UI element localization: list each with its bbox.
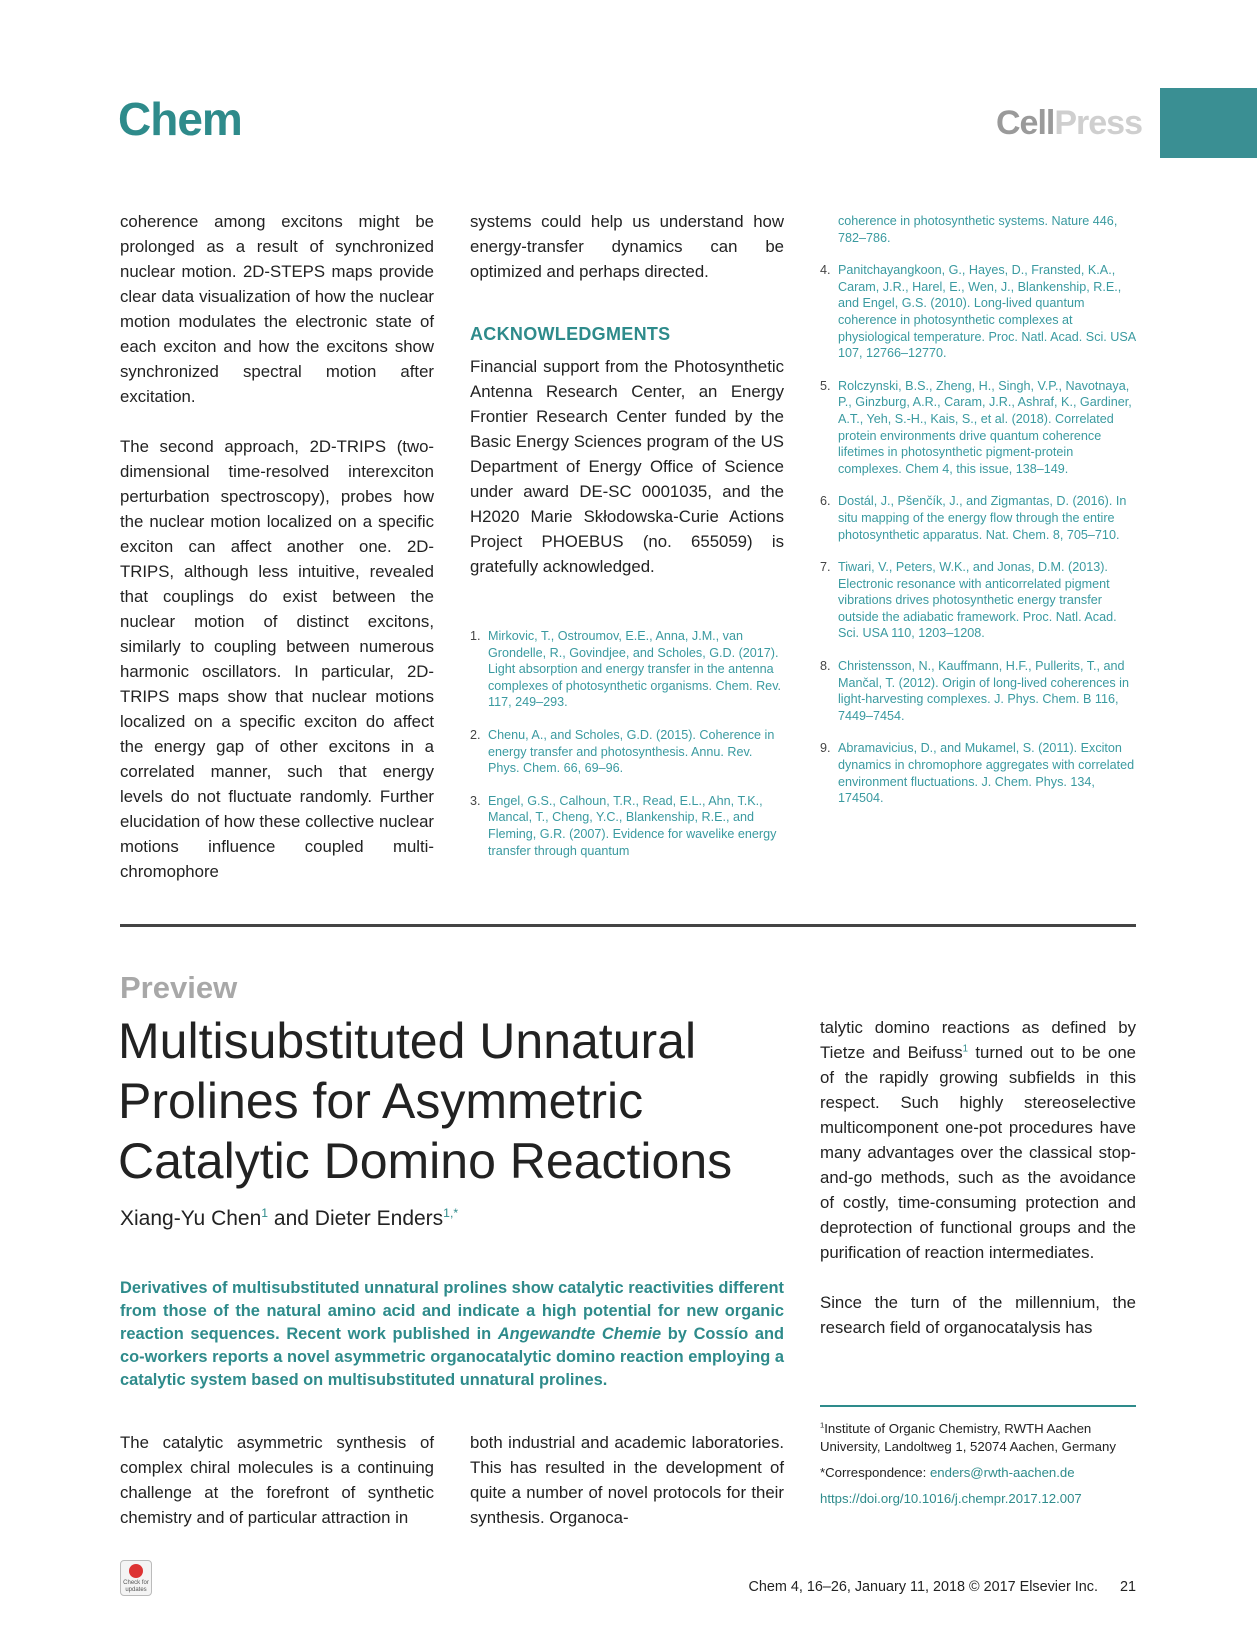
reference-item[interactable] <box>820 378 1136 478</box>
email-link[interactable]: enders@rwth-aachen.de <box>929 1465 1075 1480</box>
reference-item[interactable] <box>470 727 784 777</box>
author-name[interactable]: Dieter Enders <box>314 1207 444 1230</box>
publisher-logo-cell: Cell <box>996 104 1055 142</box>
abstract-text: by Cossío and co-workers reports a novel asymmetric organocatalytic domino reaction employing a catalytic system based on multisubstituted unnatural prolines. <box>120 1325 785 1389</box>
reference-text: Mirkovic, T., Ostroumov, E.E., Anna, J.M., van Grondelle, R., Govindjee, and Scholes, G.D. (2017). Light absorption and energy transfer in the antenna complexes of photosynthetic organisms. Chem. Rev. 117, 249–293. <box>488 629 782 710</box>
article-type-label: Preview <box>120 970 238 1005</box>
footnote-divider <box>820 1405 1136 1407</box>
reference-number: 6. <box>820 494 831 509</box>
reference-text: coherence in photosynthetic systems. Nature 446, 782–786. <box>838 214 1118 245</box>
badge-icon <box>129 1564 143 1578</box>
reference-number: 1. <box>470 629 481 643</box>
reference-text: Christensson, N., Kauffmann, H.F., Pullerits, T., and Mančal, T. (2012). Origin of long-lived coherences in light-harvesting complexes. J. Phys. Chem. B 116, 7449–7454. <box>838 659 1129 723</box>
affiliation-text: Institute of Organic Chemistry, RWTH Aachen University, Landoltweg 1, 52074 Aachen, Germany <box>820 1421 1116 1454</box>
publisher-logo <box>996 104 1142 143</box>
body-column-1 <box>120 1430 434 1555</box>
page-footer <box>740 1579 1136 1595</box>
correspondence-label: *Correspondence: <box>820 1465 930 1480</box>
reference-item[interactable] <box>820 559 1136 642</box>
reference-number: 2. <box>470 727 481 742</box>
abstract <box>120 1277 784 1392</box>
reference-continuation[interactable] <box>820 213 1136 246</box>
badge-text: Check for updates <box>123 1580 149 1593</box>
reference-item[interactable] <box>820 493 1136 543</box>
paragraph: Since the turn of the millennium, the research field of organocatalysis has <box>820 1293 1136 1337</box>
section-divider <box>120 924 1136 927</box>
upper-column-2 <box>470 209 784 604</box>
author-line <box>120 1207 458 1231</box>
text-span: turned out to be one of the rapidly growing subfields in this respect. Such highly stereoselective multicomponent one-pot procedures have many advantages over the classical stop-and-go methods, such as the avoidance of costly, time-consuming protection and deprotection of functional groups and the purification of reaction intermediates. <box>820 1043 1136 1262</box>
reference-text: Rolczynski, B.S., Zheng, H., Singh, V.P., Navotnaya, P., Ginzburg, A.R., Caram, J.R., Ashraf, K., Gardiner, A.T., Yeh, S.-H., Kais, S., et al. (2018). Correlated protein environments drive quantum coherence lifetimes in photosynthetic pigment-protein complexes. Chem 4, this issue, 138–149. <box>838 378 1132 476</box>
abstract-text: Derivatives of multisubstituted unnatural prolines show catalytic reactivities different from those of the natural amino acid and indicate a high potential for new organic reaction sequences. Recent work published in <box>120 1279 784 1343</box>
reference-number: 8. <box>820 659 831 674</box>
body-column-3 <box>820 1015 1136 1365</box>
author-name[interactable]: Xiang-Yu Chen <box>120 1207 262 1230</box>
acknowledgments-text: Financial support from the Photosynthetic Antenna Research Center, an Energy Frontier Research Center funded by the Basic Energy Sciences program of the US Department of Energy Office of Science under award DE-SC 0001035, and the H2020 Marie Skłodowska-Curie Actions Project PHOEBUS (no. 655059) is gratefully acknowledged. <box>470 357 784 576</box>
references-column-2 <box>470 628 784 875</box>
article-title: Multisubstituted Unnatural Prolines for Asymmetric Catalytic Domino Reactions <box>118 1013 733 1189</box>
reference-text: Chenu, A., and Scholes, G.D. (2015). Coherence in energy transfer and photosynthesis. Annu. Rev. Phys. Chem. 66, 69–96. <box>488 727 775 776</box>
reference-text: Panitchayangkoon, G., Hayes, D., Fransted, K.A., Caram, J.R., Harel, E., Wen, J., Blankenship, R.E., and Engel, G.S. (2010). Long-lived quantum coherence in photosynthetic complexes at physiological temperature. Proc. Natl. Acad. Sci. USA 107, 12766–12770. <box>838 263 1136 361</box>
journal-logo: Chem <box>118 93 242 145</box>
reference-number: 4. <box>820 263 831 278</box>
reference-item[interactable] <box>820 262 1136 362</box>
reference-text: Dostál, J., Pšenčík, J., and Zigmantas, D. (2016). In situ mapping of the energy flow through the entire photosynthetic apparatus. Nat. Chem. 8, 705–710. <box>838 494 1127 542</box>
abstract-journal-name: Angewandte Chemie <box>497 1325 662 1343</box>
paragraph: both industrial and academic laboratories. This has resulted in the development of quite a number of novel protocols for their synthesis. Organoca- <box>470 1433 784 1527</box>
reference-number: 5. <box>820 378 831 393</box>
references-column-3 <box>820 213 1136 823</box>
reference-text: Tiwari, V., Peters, W.K., and Jonas, D.M. (2013). Electronic resonance with anticorrelated pigment vibrations drives photosynthetic energy transfer outside the adiabatic framework. Proc. Natl. Acad. Sci. USA 110, 1203–1208. <box>838 560 1117 641</box>
reference-text: Abramavicius, D., and Mukamel, S. (2011). Exciton dynamics in chromophore aggregates with correlated environment fluctuations. J. Chem. Phys. 134, 174504. <box>838 741 1135 806</box>
doi-link[interactable]: https://doi.org/10.1016/j.chempr.2017.12.007 <box>820 1491 1082 1506</box>
affiliation <box>820 1420 1136 1456</box>
affiliation-marker: 1 <box>820 1420 825 1430</box>
check-for-updates-badge[interactable] <box>120 1560 152 1596</box>
author-join: and <box>268 1207 315 1230</box>
affiliation-marker: 1,* <box>443 1206 459 1220</box>
correspondence <box>820 1464 1136 1482</box>
reference-text: Engel, G.S., Calhoun, T.R., Read, E.L., Ahn, T.K., Mancal, T., Cheng, Y.C., Blankenship, R.E., and Fleming, G.R. (2007). Evidence for wavelike energy transfer through quantum <box>488 793 777 858</box>
citation-marker[interactable]: 1 <box>962 1043 969 1055</box>
paragraph: The catalytic asymmetric synthesis of complex chiral molecules is a continuing challenge at the forefront of synthetic chemistry and of particular attraction in <box>120 1433 434 1527</box>
reference-item[interactable] <box>470 628 784 711</box>
paragraph: The second approach, 2D-TRIPS (two-dimensional time-resolved interexciton perturbation spectroscopy), probes how the nuclear motion localized on a specific exciton can affect another one. 2D-TRIPS, although less intuitive, revealed that couplings do exist between the nuclear motion of distinct excitons, similarly to coupling between numerous harmonic oscillators. In particular, 2D-TRIPS maps show that nuclear motions localized on a specific exciton do affect the energy gap of other excitons in a correlated manner, such that energy levels do not fluctuate randomly. Further elucidation of how these collective nuclear motions influence coupled multi-chromophore <box>120 437 434 881</box>
citation-line: Chem 4, 16–26, January 11, 2018 © 2017 Elsevier Inc. <box>748 1579 1098 1595</box>
reference-number: 3. <box>470 793 481 808</box>
paragraph: coherence among excitons might be prolonged as a result of synchronized nuclear motion. 2D-STEPS maps provide clear data visualization of how the nuclear motion modulates the electronic state of each exciton and how the excitons show synchronized spectral motion after excitation. <box>120 212 434 406</box>
page-number: 21 <box>1119 1579 1136 1595</box>
reference-item[interactable] <box>820 658 1136 724</box>
reference-number: 9. <box>820 741 831 756</box>
text-span: talytic domino reactions as defined by Tietze and Beifuss <box>820 1018 1136 1062</box>
upper-column-1 <box>120 209 434 909</box>
paragraph <box>820 1015 1136 1265</box>
publisher-logo-press: Press <box>1054 104 1142 142</box>
reference-item[interactable] <box>470 793 784 859</box>
section-tab <box>1160 88 1257 158</box>
reference-number: 7. <box>820 560 831 575</box>
reference-item[interactable] <box>820 740 1136 806</box>
paragraph: systems could help us understand how energy-transfer dynamics can be optimized and perhaps directed. <box>470 212 784 281</box>
affiliation-marker: 1 <box>261 1206 269 1220</box>
footnote <box>820 1420 1136 1516</box>
acknowledgments-heading: ACKNOWLEDGMENTS <box>470 324 671 344</box>
body-column-2 <box>470 1430 784 1555</box>
